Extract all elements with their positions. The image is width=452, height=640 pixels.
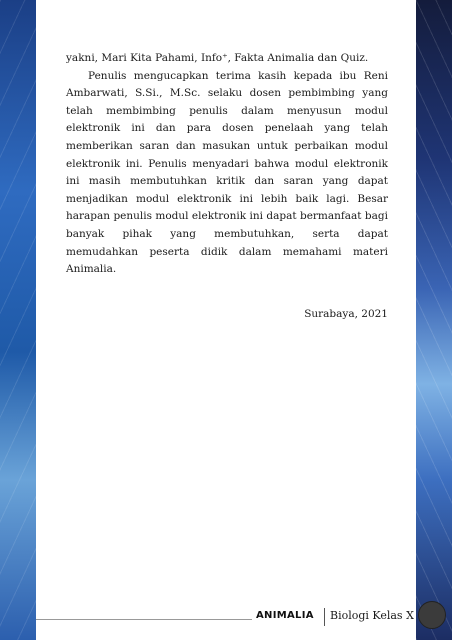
footer-brand: ANIMALIA (256, 610, 314, 621)
footer-separator (324, 608, 325, 626)
paragraph-2: Penulis mengucapkan terima kasih kepada ibu Reni Ambarwati, S.Si., M.Sc. selaku dosen pembimbing yang telah membimbing penulis dalam menyusun modul elektronik ini dan para dosen penelaah yang telah memberikan saran dan masukan untuk perbaikan modul elektronik ini. Penulis menyadari bahwa modul elektronik ini masih membutuhkan kritik dan saran yang dapat menjadikan modul elektronik ini lebih baik lagi. Besar harapan penulis modul elektronik ini dapat bermanfaat bagi banyak pihak yang membutuhkan, serta dapat memudahkan peserta didik dalam memahami materi Animalia. (66, 69, 388, 276)
paragraph-1: yakni, Mari Kita Pahami, Info⁺, Fakta Animalia dan Quiz. (66, 52, 369, 64)
place-date-signature: Surabaya, 2021 (304, 308, 388, 320)
footer-divider (36, 619, 252, 620)
footer-subject: Biologi Kelas X (330, 609, 414, 622)
page-number-circle (418, 601, 446, 629)
body-text (66, 50, 388, 279)
right-decorative-panel (416, 0, 452, 640)
left-decorative-panel (0, 0, 36, 640)
document-page (36, 0, 416, 640)
